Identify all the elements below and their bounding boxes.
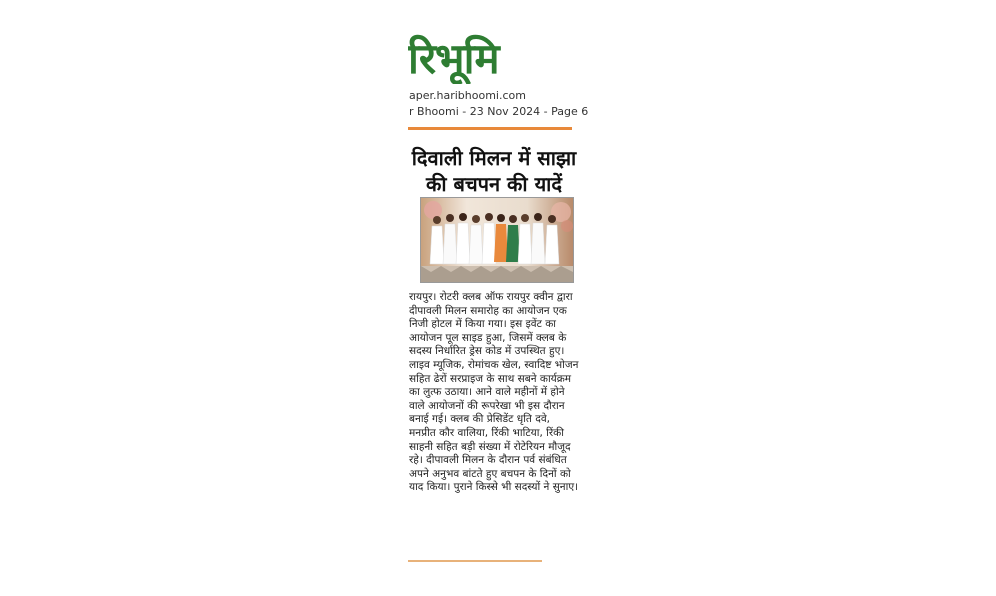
edition-date-page: r Bhoomi - 23 Nov 2024 - Page 6 [409,105,589,118]
footer-divider [408,560,542,562]
newspaper-masthead-logo: रिभूमि [408,34,499,83]
group-photo-illustration [421,198,573,282]
header-divider [408,127,572,130]
source-url: aper.haribhoomi.com [409,89,526,102]
headline-line-2: की बचपन की यादें [426,172,562,196]
article-headline [408,145,580,197]
article-body: रायपुर। रोटरी क्लब ऑफ रायपुर क्वीन द्वारा दीपावली मिलन समारोह का आयोजन एक निजी होटल में किया गया। इस इवेंट का आयोजन पूल साइड हुआ, जिसमें क्लब के सदस्य निर्धारित ड्रेस कोड में उपस्थित हुए। लाइव म्यूजिक, रोमांचक खेल, स्वादिष्ट भोजन सहित ढेरों सरप्राइज के साथ सबने कार्यक्रम का लुत्फ उठाया। आने वाले महीनों में होने वाले आयोजनों की रूपरेखा भी इस दौरान बनाई गई। क्लब की प्रेसिडेंट धृति दवे, मनप्रीत कौर वालिया, रिंकी भाटिया, रिंकी साहनी सहित बड़ी संख्या में रोटेरियन मौजूद रहे। दीपावली मिलन के दौरान पर्व संबंधित अपने अनुभव बांटते हुए बचपन के दिनों को याद किया। पुराने किस्से भी सदस्यों ने सुनाए। [409,291,579,494]
headline-line-1: दिवाली मिलन में साझा [411,146,577,170]
group-photo [420,197,574,283]
